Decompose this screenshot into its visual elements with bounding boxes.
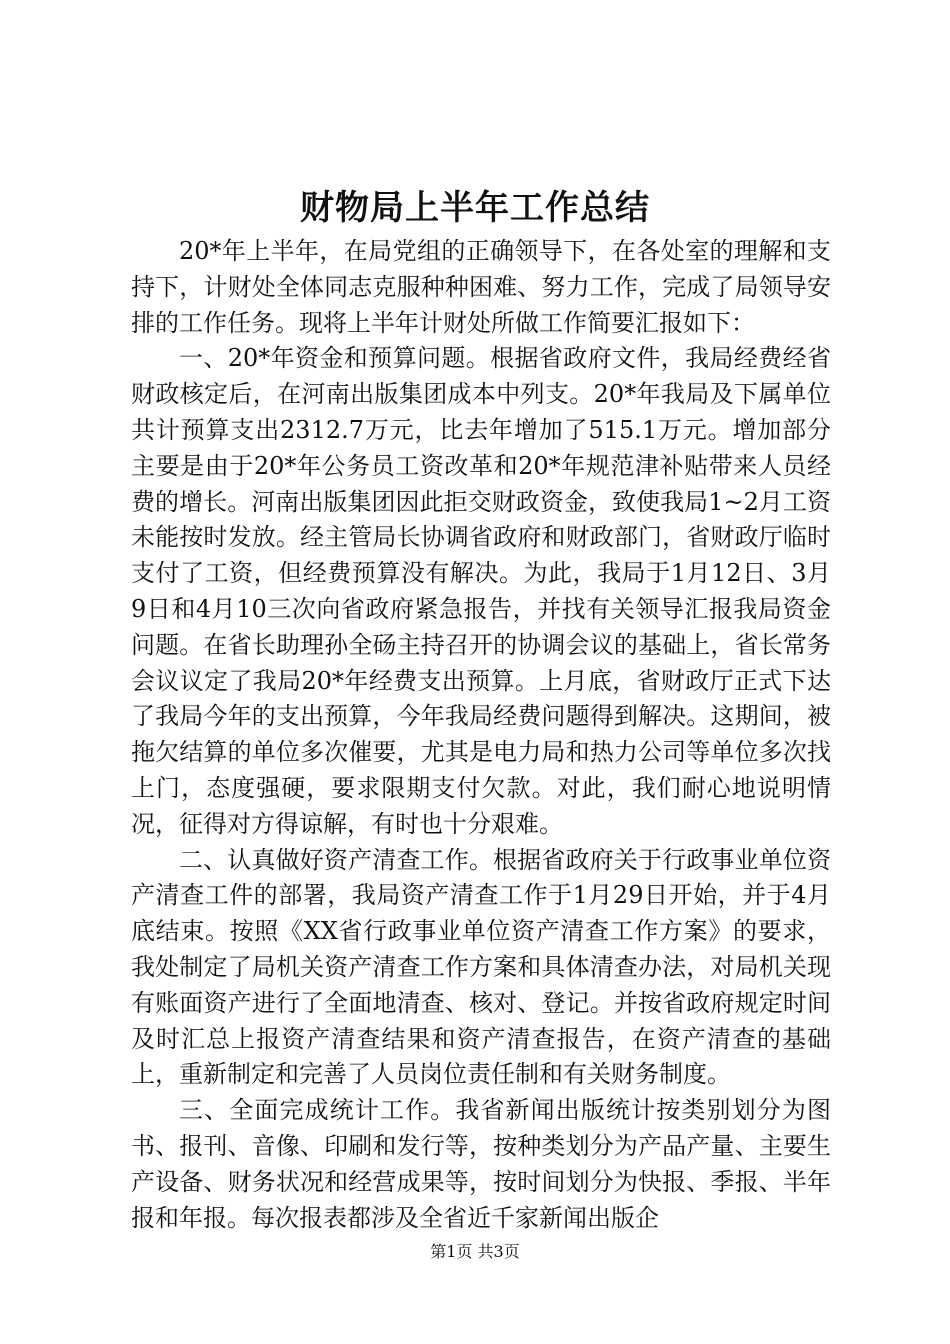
paragraph-section-3-statistics: 三、全面完成统计工作。我省新闻出版统计按类别划分为图书、报刊、音像、印刷和发行等，按种类划分为产品产量、主要生产设备、财务状况和经营成果等，按时间划分为快报、季报、半年报和年报。每次报表都涉及全省近千家新闻出版企 (131, 1096, 831, 1232)
document-body (131, 234, 831, 1236)
document-title: 财物局上半年工作总结 (300, 188, 650, 228)
paragraph-section-2-asset-audit: 二、认真做好资产清查工作。根据省政府关于行政事业单位资产清查工件的部署，我局资产清查工作于1月29日开始，并于4月底结束。按照《XX省行政事业单位资产清查工作方案》的要求，我处制定了局机关资产清查工作方案和具体清查办法，对局机关现有账面资产进行了全面地清查、核对、登记。并按省政府规定时间及时汇总上报资产清查结果和资产清查报告，在资产清查的基础上，重新制定和完善了人员岗位责任制和有关财务制度。 (131, 845, 831, 1089)
page-number-footer: 第1页 共3页 (430, 1242, 520, 1261)
paragraph-intro: 20*年上半年，在局党组的正确领导下，在各处室的理解和支持下，计财处全体同志克服种种困难、努力工作，完成了局领导安排的工作任务。现将上半年计财处所做工作简要汇报如下： (131, 237, 831, 337)
paragraph-section-1-funding-budget: 一、20*年资金和预算问题。根据省政府文件，我局经费经省财政核定后，在河南出版集团成本中列支。20*年我局及下属单位共计预算支出2312.7万元，比去年增加了515.1万元。增加部分主要是由于20*年公务员工资改革和20*年规范津补贴带来人员经费的增长。河南出版集团因此拒交财政资金，致使我局1~2月工资未能按时发放。经主管局长协调省政府和财政部门，省财政厅临时支付了工资，但经费预算没有解决。为此，我局于1月12日、3月9日和4月10三次向省政府紧急报告，并找有关领导汇报我局资金问题。在省长助理孙全砀主持召开的协调会议的基础上，省长常务会议议定了我局20*年经费支出预算。上月底，省财政厅正式下达了我局今年的支出预算，今年我局经费问题得到解决。这期间，被拖欠结算的单位多次催要，尤其是电力局和热力公司等单位多次找上门，态度强硬，要求限期支付欠款。对此，我们耐心地说明情况，征得对方得谅解，有时也十分艰难。 (131, 344, 831, 838)
